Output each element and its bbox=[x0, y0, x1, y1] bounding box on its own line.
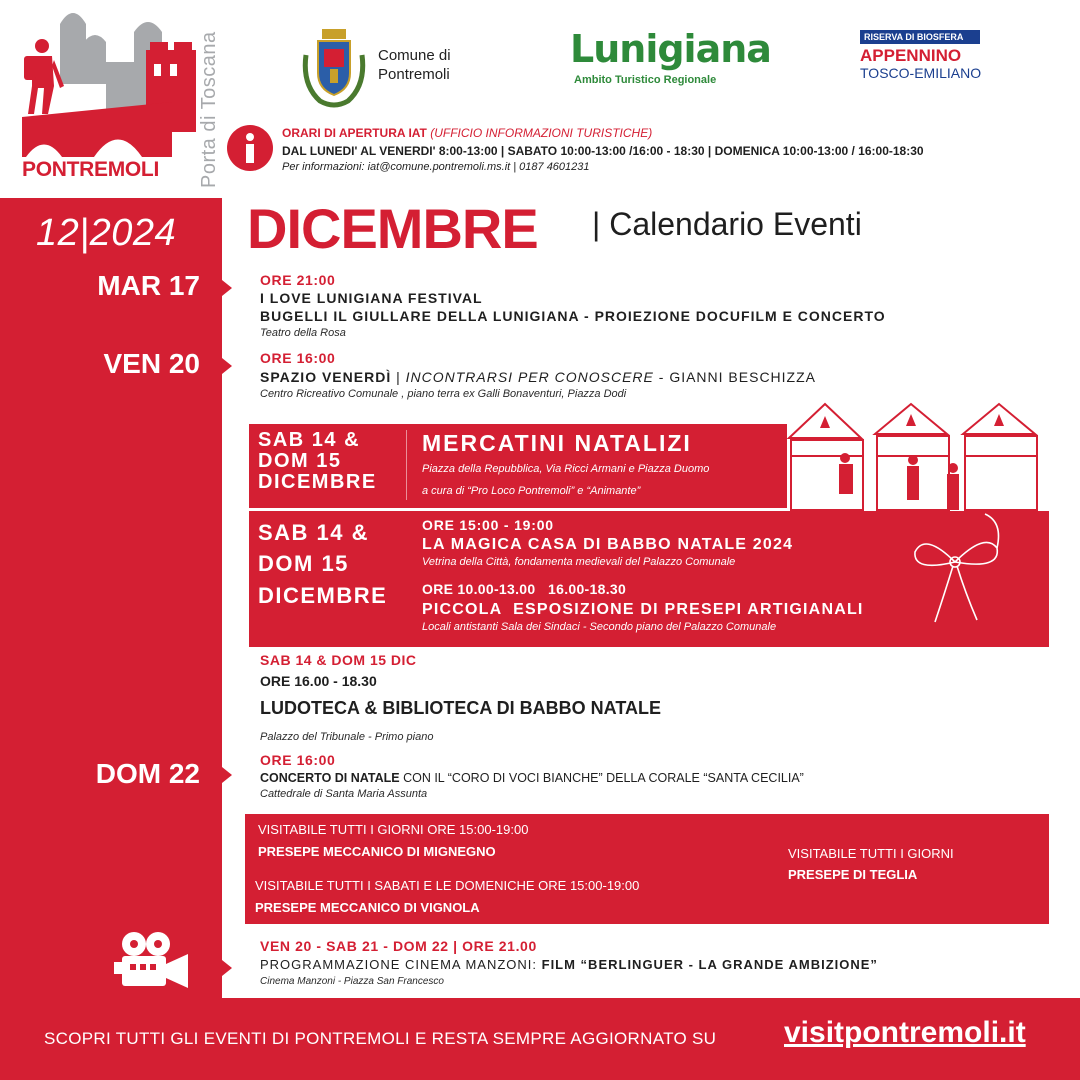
event-time: ORE 16.00 - 18.30 bbox=[260, 673, 377, 689]
mercatini-place: Piazza della Repubblica, Via Ricci Armani e Piazza Duomo bbox=[422, 463, 710, 475]
event-place: Locali antistanti Sala dei Sindaci - Secondo piano del Palazzo Comunale bbox=[422, 621, 777, 633]
date-line: DICEMBRE bbox=[258, 582, 388, 608]
header-subtitle: | Calendario Eventi bbox=[592, 206, 862, 242]
iat-title-sub: (UFFICIO INFORMAZIONI TURISTICHE) bbox=[430, 126, 653, 140]
info-icon bbox=[227, 125, 273, 171]
event-title-lead: PROGRAMMAZIONE CINEMA MANZONI: bbox=[260, 957, 542, 972]
event-dates: VEN 20 - SAB 21 - DOM 22 | ORE 21.00 bbox=[260, 938, 537, 954]
event-time: ORE 15:00 - 19:00 bbox=[422, 517, 554, 533]
event-title-rest: - GIANNI BESCHIZZA bbox=[653, 369, 816, 385]
event-ven20 bbox=[260, 350, 1060, 400]
event-title: PICCOLA ESPOSIZIONE DI PRESEPI ARTIGIANALI bbox=[422, 601, 864, 618]
event-title: BUGELLI IL GIULLARE DELLA LUNIGIANA - PROIEZIONE DOCUFILM E CONCERTO bbox=[260, 308, 886, 324]
date-line: DICEMBRE bbox=[258, 471, 377, 494]
presepe-title: PRESEPE MECCANICO DI VIGNOLA bbox=[255, 900, 480, 915]
pontremoli-logo bbox=[22, 2, 232, 194]
appennino-line2: TOSCO-EMILIANO bbox=[860, 65, 982, 81]
date-line: DOM 15 bbox=[258, 551, 349, 577]
presepe-vignola bbox=[255, 878, 639, 915]
babbo-event-2 bbox=[422, 581, 864, 633]
event-place: Cinema Manzoni - Piazza San Francesco bbox=[260, 976, 444, 987]
lunigiana-logo bbox=[570, 27, 771, 95]
presepe-note: VISITABILE TUTTI I GIORNI ORE 15:00-19:00 bbox=[258, 822, 529, 837]
iat-hours: DAL LUNEDI' AL VENERDI' 8:00-13:00 | SABATO 10:00-13:00 /16:00 - 18:30 | DOMENICA 10:00-13:00 / 16:00-18:30 bbox=[282, 144, 924, 158]
arrow-ven20 bbox=[222, 358, 232, 374]
event-title-bold: CONCERTO DI NATALE bbox=[260, 771, 400, 785]
event-title bbox=[260, 957, 1060, 972]
header-date: 12|2024 bbox=[36, 212, 177, 254]
mercatini-divider bbox=[406, 430, 407, 500]
arrow-cinema bbox=[222, 960, 232, 976]
lunigiana-name: Lunigiana bbox=[570, 27, 771, 71]
presepe-title: PRESEPE DI TEGLIA bbox=[788, 867, 918, 882]
event-title bbox=[260, 771, 1060, 785]
presepe-title: PRESEPE MECCANICO DI MIGNEGNO bbox=[258, 844, 496, 859]
event-ludoteca bbox=[260, 652, 960, 743]
event-title-bold: SPAZIO VENERDÌ bbox=[260, 369, 392, 385]
presepe-note: VISITABILE TUTTI I SABATI E LE DOMENICHE ORE 15:00-19:00 bbox=[255, 878, 640, 893]
day-dom22: DOM 22 bbox=[95, 758, 200, 789]
brand-tagline: Porta di Toscana bbox=[198, 31, 220, 188]
date-line: SAB 14 & bbox=[258, 429, 361, 451]
event-title bbox=[260, 369, 1060, 385]
event-title: I LOVE LUNIGIANA FESTIVAL bbox=[260, 290, 483, 306]
presepe-teglia bbox=[788, 846, 954, 882]
iat-block bbox=[282, 126, 1072, 173]
header-month: DICEMBRE bbox=[247, 197, 538, 260]
event-place: Cattedrale di Santa Maria Assunta bbox=[260, 788, 428, 800]
iat-title-row bbox=[282, 126, 1072, 140]
event-place: Teatro della Rosa bbox=[260, 327, 346, 339]
camera-graphic bbox=[112, 928, 192, 992]
event-title-bold: FILM “BERLINGUER - LA GRANDE AMBIZIONE” bbox=[541, 957, 878, 972]
event-time: ORE 10.00-13.00 16.00-18.30 bbox=[422, 581, 627, 597]
brand-name: PONTREMOLI bbox=[22, 158, 159, 181]
film-camera-icon bbox=[112, 928, 192, 992]
arrow-mar17 bbox=[222, 280, 232, 296]
event-place: Vetrina della Città, fondamenta medievali del Palazzo Comunale bbox=[422, 556, 736, 568]
footer-text: SCOPRI TUTTI GLI EVENTI DI PONTREMOLI E RESTA SEMPRE AGGIORNATO SU bbox=[44, 1029, 717, 1048]
event-dom22 bbox=[260, 752, 1060, 800]
babbo-date bbox=[258, 521, 387, 607]
appennino-line1: APPENNINO bbox=[860, 46, 962, 65]
lunigiana-sub: Ambito Turistico Regionale bbox=[574, 74, 717, 86]
iat-title: ORARI DI APERTURA IAT bbox=[282, 126, 427, 140]
mercatini-title: MERCATINI NATALIZI bbox=[422, 430, 692, 456]
iat-contact: Per informazioni: iat@comune.pontremoli.ms.it | 0187 4601231 bbox=[282, 161, 590, 173]
event-title: LUDOTECA & BIBLIOTECA DI BABBO NATALE bbox=[260, 698, 661, 718]
event-mar17 bbox=[260, 272, 1060, 339]
comune-line2: Pontremoli bbox=[378, 66, 450, 83]
footer-link[interactable]: visitpontremoli.it bbox=[784, 1016, 1026, 1049]
left-date-column bbox=[0, 198, 222, 998]
day-ven20: VEN 20 bbox=[103, 348, 200, 379]
event-title: LA MAGICA CASA DI BABBO NATALE 2024 bbox=[422, 536, 794, 553]
event-date: SAB 14 & DOM 15 DIC bbox=[260, 652, 417, 668]
mercatini-date bbox=[258, 430, 377, 494]
gift-bow-illustration bbox=[905, 512, 1005, 632]
event-time: ORE 16:00 bbox=[260, 350, 336, 366]
bow-graphic bbox=[905, 512, 1005, 632]
coat-of-arms-icon bbox=[300, 25, 368, 109]
arrow-dom22 bbox=[222, 767, 232, 783]
appennino-logo bbox=[860, 30, 985, 90]
date-line: DOM 15 bbox=[258, 450, 342, 473]
presepe-mignegno bbox=[258, 822, 528, 859]
comune-logo bbox=[300, 25, 480, 110]
event-time: ORE 16:00 bbox=[260, 752, 336, 768]
day-mar17: MAR 17 bbox=[97, 270, 200, 301]
riserva-label: RISERVA DI BIOSFERA bbox=[860, 30, 980, 44]
event-time: ORE 21:00 bbox=[260, 272, 336, 288]
comune-line1: Comune di bbox=[378, 47, 451, 64]
mercatini-curator: a cura di “Pro Loco Pontremoli” e “Animante” bbox=[422, 485, 641, 497]
event-place: Palazzo del Tribunale - Primo piano bbox=[260, 731, 434, 743]
event-place: Centro Ricreativo Comunale , piano terra ex Galli Bonaventuri, Piazza Dodi bbox=[260, 388, 627, 400]
event-title-sep: | bbox=[391, 369, 406, 385]
event-title-italic: INCONTRARSI PER CONOSCERE bbox=[405, 369, 654, 385]
babbo-event-1 bbox=[422, 517, 793, 568]
event-cinema bbox=[260, 938, 1060, 987]
event-title-rest: CON IL “CORO DI VOCI BIANCHE” DELLA CORALE “SANTA CECILIA” bbox=[399, 771, 804, 785]
presepe-note: VISITABILE TUTTI I GIORNI bbox=[788, 846, 954, 861]
date-line: SAB 14 & bbox=[258, 520, 370, 545]
